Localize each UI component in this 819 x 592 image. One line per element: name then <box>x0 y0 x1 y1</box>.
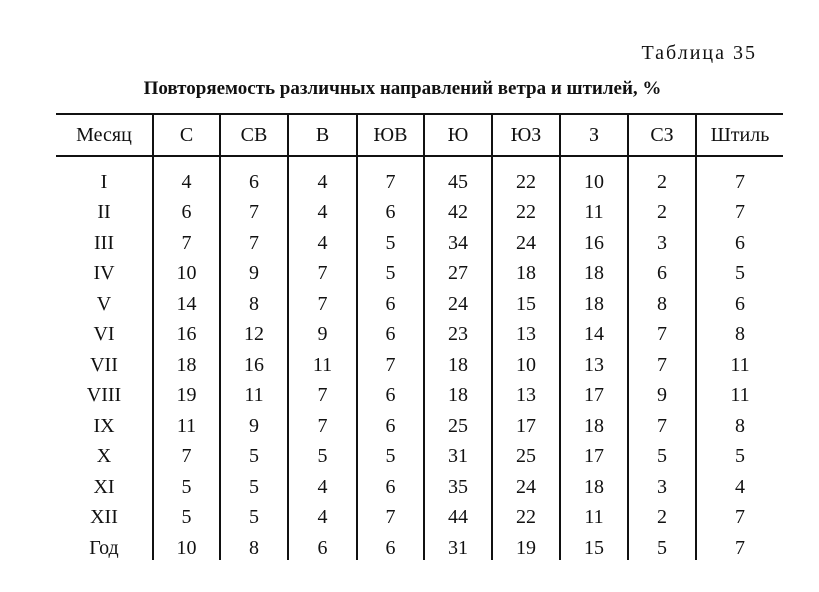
cell-e: 7 <box>288 411 357 442</box>
wind-direction-table <box>56 113 783 564</box>
cell-month: XI <box>93 475 115 498</box>
cell-ne: 16 <box>220 350 288 381</box>
cell-se: 7 <box>357 156 424 198</box>
cell-sw: 25 <box>492 442 560 473</box>
table-row <box>56 503 783 534</box>
table-row <box>56 156 783 198</box>
cell-n: 7 <box>153 228 220 259</box>
column-header-e: В <box>288 114 357 156</box>
cell-n: 10 <box>153 259 220 290</box>
cell-ne: 7 <box>220 198 288 229</box>
cell-calm: 8 <box>696 411 783 442</box>
cell-nw: 5 <box>628 442 696 473</box>
cell-w: 18 <box>560 411 628 442</box>
cell-w: 17 <box>560 381 628 412</box>
cell-sw: 19 <box>492 533 560 564</box>
cell-sw: 15 <box>492 289 560 320</box>
table-row <box>56 381 783 412</box>
column-header-n: С <box>153 114 220 156</box>
cell-w: 14 <box>560 320 628 351</box>
cell-nw: 2 <box>628 198 696 229</box>
cell-n: 10 <box>153 533 220 564</box>
cell-sw: 17 <box>492 411 560 442</box>
cell-e: 4 <box>288 156 357 198</box>
table-row <box>56 472 783 503</box>
cell-e: 4 <box>288 472 357 503</box>
cell-se: 6 <box>357 289 424 320</box>
cell-calm: 5 <box>696 442 783 473</box>
cell-month: IX <box>93 414 115 437</box>
cell-month: V <box>96 292 112 315</box>
cell-calm: 6 <box>696 228 783 259</box>
cell-s: 31 <box>424 442 492 473</box>
cell-sw: 24 <box>492 228 560 259</box>
cell-s: 18 <box>424 350 492 381</box>
cell-calm: 7 <box>696 503 783 534</box>
cell-nw: 5 <box>628 533 696 564</box>
table-row <box>56 533 783 564</box>
table-title: Повторяемость различных направлений ветра и штилей, % <box>143 78 662 99</box>
cell-ne: 5 <box>220 442 288 473</box>
bottom-margin <box>0 560 819 592</box>
cell-s: 27 <box>424 259 492 290</box>
cell-nw: 7 <box>628 411 696 442</box>
cell-sw: 22 <box>492 198 560 229</box>
cell-s: 34 <box>424 228 492 259</box>
cell-ne: 7 <box>220 228 288 259</box>
cell-month: XII <box>90 506 118 529</box>
column-header-month: Месяц <box>56 114 153 156</box>
cell-calm: 7 <box>696 533 783 564</box>
cell-se: 6 <box>357 381 424 412</box>
cell-e: 7 <box>288 381 357 412</box>
cell-ne: 5 <box>220 472 288 503</box>
cell-ne: 8 <box>220 289 288 320</box>
cell-e: 4 <box>288 198 357 229</box>
table-number: Таблица 35 <box>641 42 757 64</box>
column-header-s: Ю <box>424 114 492 156</box>
cell-w: 16 <box>560 228 628 259</box>
cell-s: 24 <box>424 289 492 320</box>
column-header-calm: Штиль <box>696 114 783 156</box>
cell-n: 18 <box>153 350 220 381</box>
table-row <box>56 259 783 290</box>
cell-se: 6 <box>357 411 424 442</box>
cell-ne: 12 <box>220 320 288 351</box>
cell-calm: 7 <box>696 156 783 198</box>
column-header-ne: СВ <box>220 114 288 156</box>
cell-s: 18 <box>424 381 492 412</box>
cell-n: 5 <box>153 503 220 534</box>
table-body <box>56 156 783 564</box>
cell-sw: 24 <box>492 472 560 503</box>
cell-s: 31 <box>424 533 492 564</box>
cell-s: 23 <box>424 320 492 351</box>
cell-e: 6 <box>288 533 357 564</box>
cell-sw: 18 <box>492 259 560 290</box>
cell-s: 25 <box>424 411 492 442</box>
cell-nw: 2 <box>628 503 696 534</box>
cell-w: 11 <box>560 503 628 534</box>
cell-month: VII <box>90 353 118 376</box>
table-row <box>56 442 783 473</box>
cell-e: 5 <box>288 442 357 473</box>
column-header-w: З <box>560 114 628 156</box>
cell-n: 19 <box>153 381 220 412</box>
cell-n: 16 <box>153 320 220 351</box>
table-row <box>56 289 783 320</box>
cell-ne: 6 <box>220 156 288 198</box>
cell-month: VI <box>93 323 115 346</box>
cell-sw: 13 <box>492 381 560 412</box>
cell-e: 4 <box>288 228 357 259</box>
cell-e: 7 <box>288 289 357 320</box>
cell-n: 11 <box>153 411 220 442</box>
table-row <box>56 320 783 351</box>
cell-w: 18 <box>560 289 628 320</box>
cell-n: 6 <box>153 198 220 229</box>
cell-month: VIII <box>86 384 122 407</box>
cell-n: 5 <box>153 472 220 503</box>
cell-calm: 7 <box>696 198 783 229</box>
cell-se: 5 <box>357 228 424 259</box>
cell-se: 5 <box>357 442 424 473</box>
table-header-row <box>56 114 783 156</box>
cell-w: 11 <box>560 198 628 229</box>
cell-se: 7 <box>357 350 424 381</box>
cell-n: 14 <box>153 289 220 320</box>
cell-s: 42 <box>424 198 492 229</box>
cell-s: 44 <box>424 503 492 534</box>
cell-calm: 5 <box>696 259 783 290</box>
cell-se: 6 <box>357 320 424 351</box>
cell-calm: 11 <box>696 350 783 381</box>
table-row <box>56 411 783 442</box>
column-header-nw: СЗ <box>628 114 696 156</box>
cell-se: 6 <box>357 198 424 229</box>
cell-month: II <box>97 201 111 224</box>
cell-ne: 8 <box>220 533 288 564</box>
cell-ne: 5 <box>220 503 288 534</box>
table-row <box>56 228 783 259</box>
cell-se: 7 <box>357 503 424 534</box>
cell-w: 13 <box>560 350 628 381</box>
cell-sw: 22 <box>492 503 560 534</box>
cell-nw: 2 <box>628 156 696 198</box>
cell-sw: 10 <box>492 350 560 381</box>
cell-w: 17 <box>560 442 628 473</box>
cell-month: X <box>96 445 112 468</box>
table-row <box>56 198 783 229</box>
cell-month: I <box>100 170 108 193</box>
cell-month: Год <box>89 536 119 559</box>
cell-ne: 9 <box>220 411 288 442</box>
cell-w: 15 <box>560 533 628 564</box>
cell-e: 4 <box>288 503 357 534</box>
cell-calm: 11 <box>696 381 783 412</box>
cell-w: 18 <box>560 259 628 290</box>
cell-ne: 11 <box>220 381 288 412</box>
cell-nw: 3 <box>628 228 696 259</box>
cell-calm: 4 <box>696 472 783 503</box>
cell-ne: 9 <box>220 259 288 290</box>
cell-month: III <box>94 231 114 254</box>
cell-n: 7 <box>153 442 220 473</box>
cell-n: 4 <box>153 156 220 198</box>
cell-e: 7 <box>288 259 357 290</box>
cell-nw: 8 <box>628 289 696 320</box>
cell-s: 35 <box>424 472 492 503</box>
cell-nw: 7 <box>628 320 696 351</box>
cell-s: 45 <box>424 156 492 198</box>
cell-se: 5 <box>357 259 424 290</box>
cell-w: 18 <box>560 472 628 503</box>
cell-nw: 9 <box>628 381 696 412</box>
cell-se: 6 <box>357 533 424 564</box>
table-row <box>56 350 783 381</box>
cell-e: 9 <box>288 320 357 351</box>
cell-sw: 13 <box>492 320 560 351</box>
cell-w: 10 <box>560 156 628 198</box>
cell-se: 6 <box>357 472 424 503</box>
cell-calm: 6 <box>696 289 783 320</box>
column-header-se: ЮВ <box>357 114 424 156</box>
cell-nw: 6 <box>628 259 696 290</box>
cell-e: 11 <box>288 350 357 381</box>
cell-sw: 22 <box>492 156 560 198</box>
cell-calm: 8 <box>696 320 783 351</box>
column-header-sw: ЮЗ <box>492 114 560 156</box>
cell-month: IV <box>93 262 115 285</box>
cell-nw: 3 <box>628 472 696 503</box>
cell-nw: 7 <box>628 350 696 381</box>
